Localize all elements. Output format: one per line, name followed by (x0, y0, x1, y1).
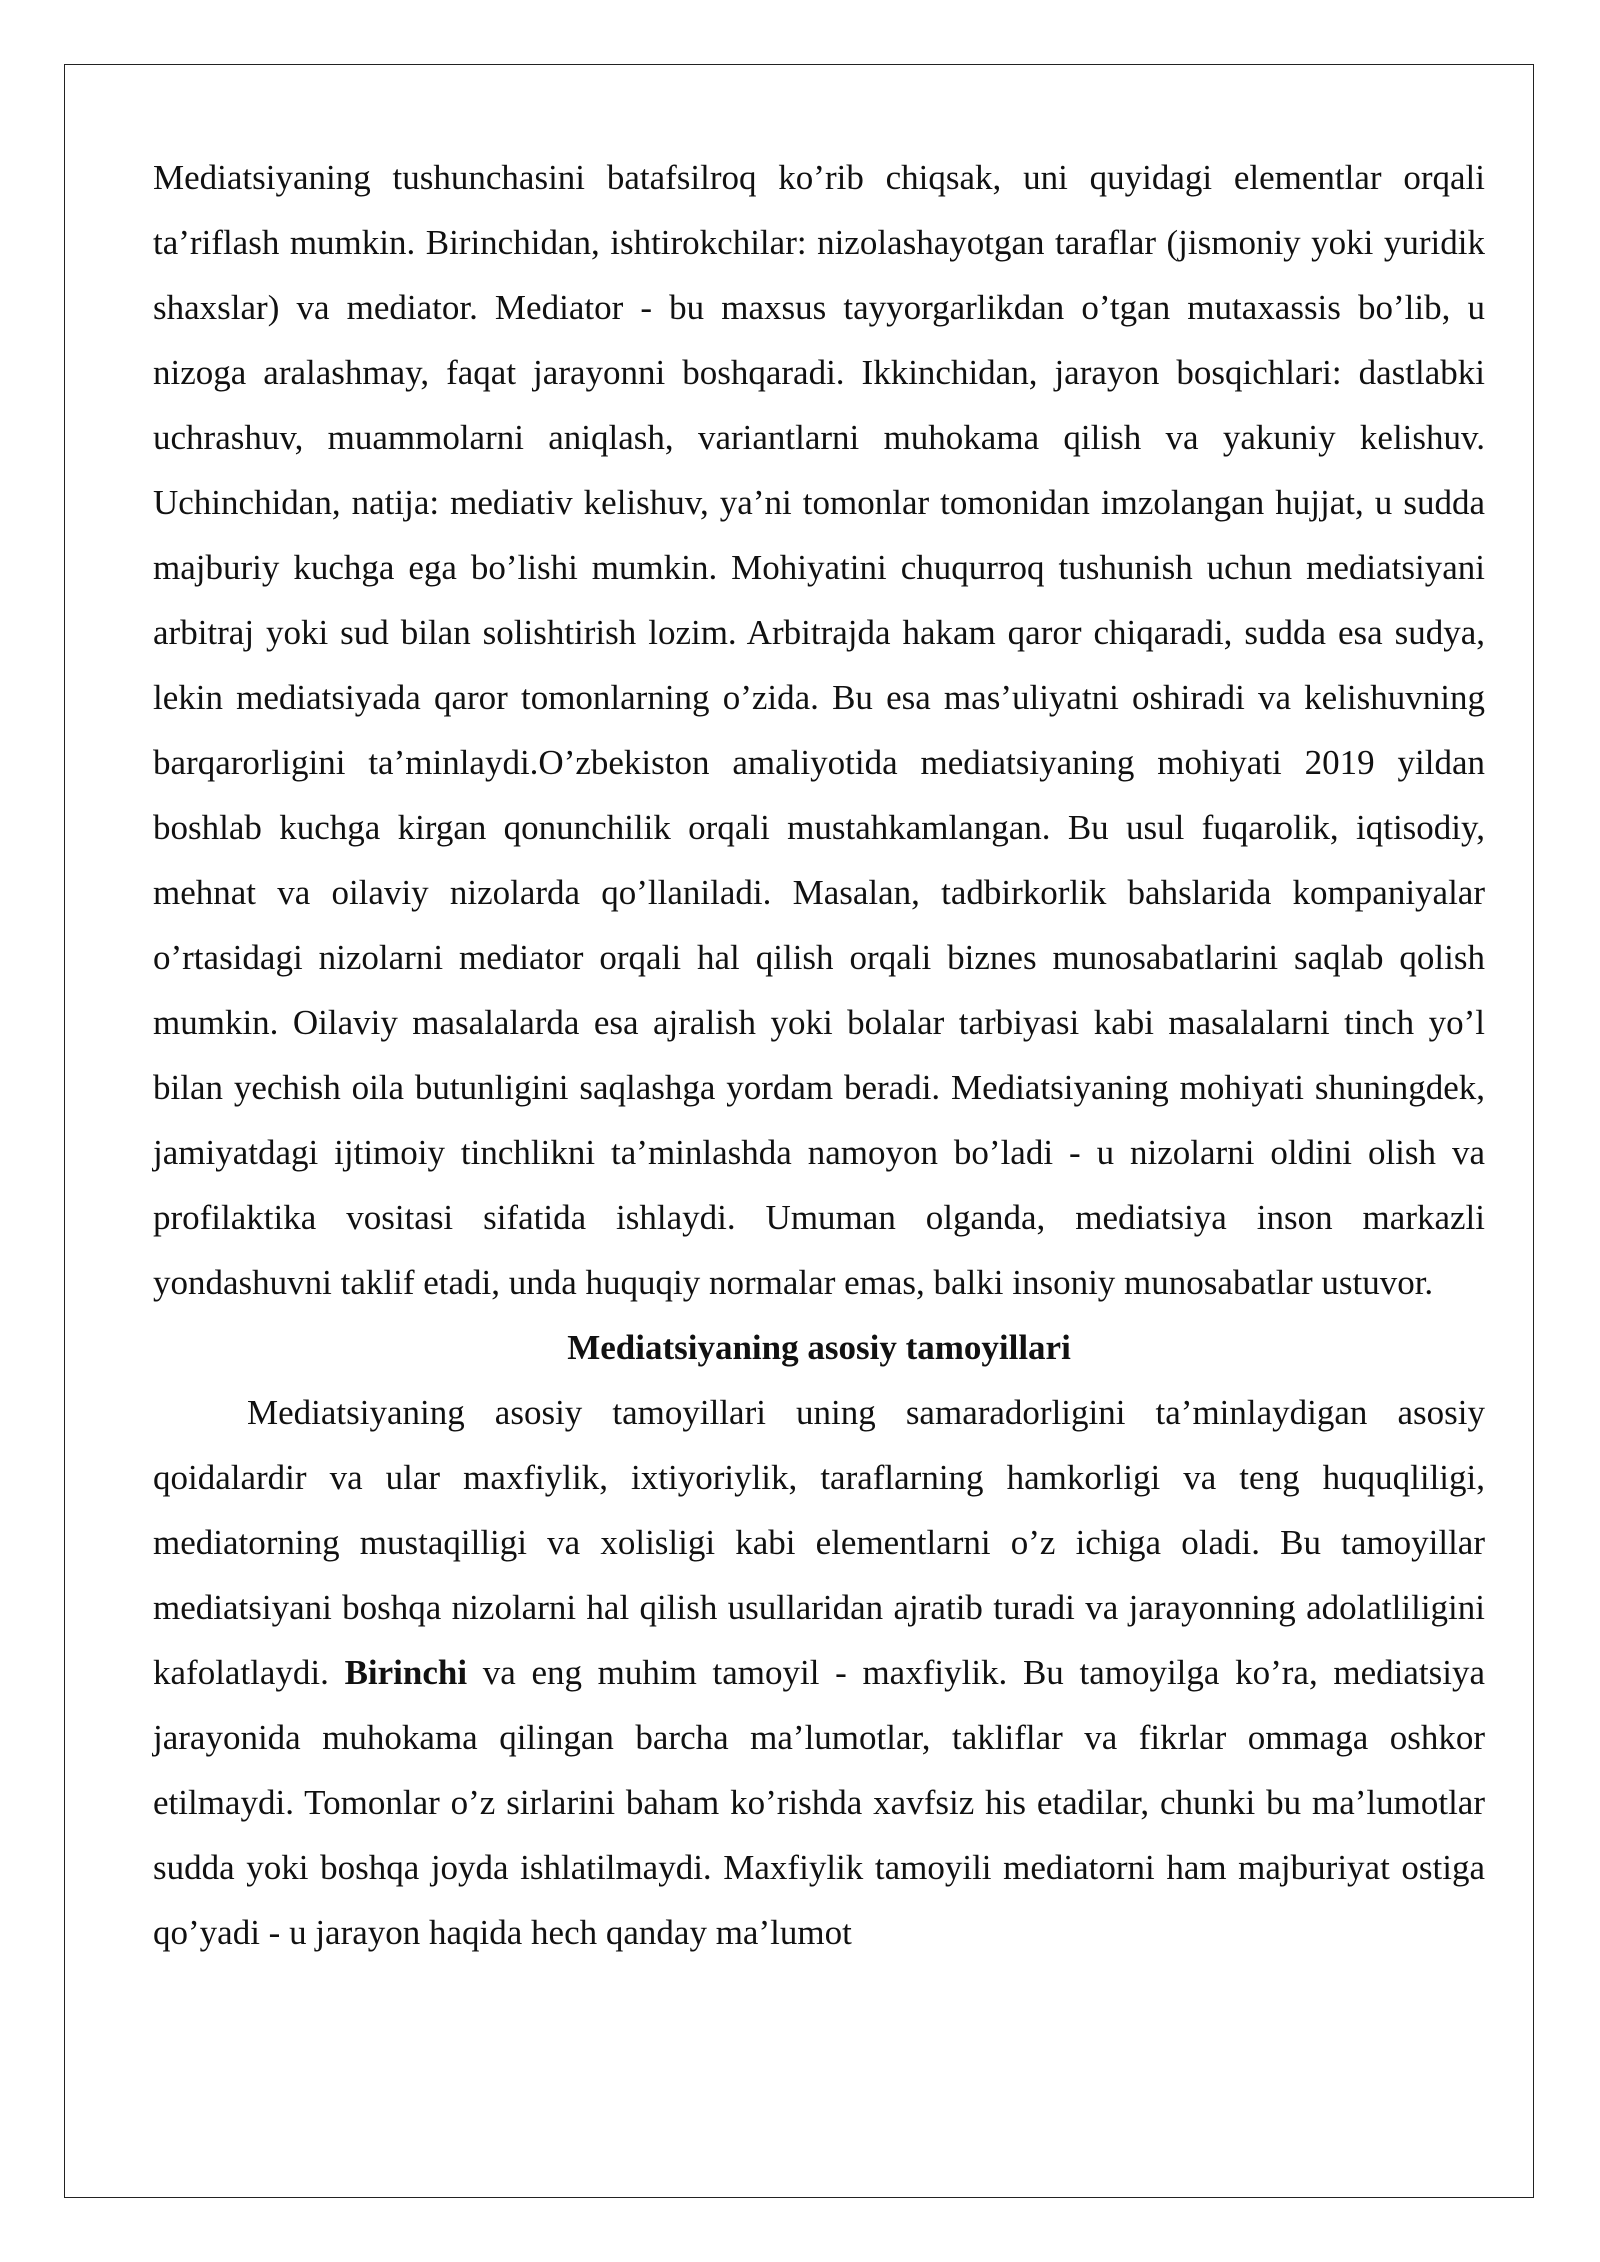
section-heading: Mediatsiyaning asosiy tamoyillari (567, 1328, 1071, 1367)
document-body (153, 145, 1485, 1965)
body-paragraph-principles (153, 1380, 1485, 1965)
paragraph-text-part: va eng muhim tamoyil - maxfiylik. Bu tamoyilga ko’ra, mediatsiya jarayonida muhokama qilingan barcha ma’lumotlar, takliflar va fikrlar ommaga oshkor etilmaydi. Tomonlar o’z sirlarini baham ko’rishda xavfsiz his etadilar, chunki bu ma’lumotlar sudda yoki boshqa joyda ishlatilmaydi. Maxfiylik tamoyili mediatorni ham majburiyat ostiga qo’yadi - u jarayon haqida hech qanday ma’lumot (153, 1653, 1485, 1952)
body-paragraph-concept: Mediatsiyaning tushunchasini batafsilroq ko’rib chiqsak, uni quyidagi elementlar orqali ta’riflash mumkin. Birinchidan, ishtirokchilar: nizolashayotgan taraflar (jismoniy yoki yuridik shaxslar) va mediator. Mediator - bu maxsus tayyorgarlikdan o’tgan mutaxassis bo’lib, u nizoga aralashmay, faqat jarayonni boshqaradi. Ikkinchidan, jarayon bosqichlari: dastlabki uchrashuv, muammolarni aniqlash, variantlarni muhokama qilish va yakuniy kelishuv. Uchinchidan, natija: mediativ kelishuv, ya’ni tomonlar tomonidan imzolangan hujjat, u sudda majburiy kuchga ega bo’lishi mumkin. Mohiyatini chuqurroq tushunish uchun mediatsiyani arbitraj yoki sud bilan solishtirish lozim. Arbitrajda hakam qaror chiqaradi, sudda esa sudya, lekin mediatsiyada qaror tomonlarning o’zida. Bu esa mas’uliyatni oshiradi va kelishuvning barqarorligini ta’minlaydi.O’zbekiston amaliyotida mediatsiyaning mohiyati 2019 yildan boshlab kuchga kirgan qonunchilik orqali mustahkamlangan. Bu usul fuqarolik, iqtisodiy, mehnat va oilaviy nizolarda qo’llaniladi. Masalan, tadbirkorlik bahslarida kompaniyalar o’rtasidagi nizolarni mediator orqali hal qilish orqali biznes munosabatlarini saqlab qolish mumkin. Oilaviy masalalarda esa ajralish yoki bolalar tarbiyasi kabi masalalarni tinch yo’l bilan yechish oila butunligini saqlashga yordam beradi. Mediatsiyaning mohiyati shuningdek, jamiyatdagi ijtimoiy tinchlikni ta’minlashda namoyon bo’ladi - u nizolarni oldini olish va profilaktika vositasi sifatida ishlaydi. Umuman olganda, mediatsiya inson markazli yondashuvni taklif etadi, unda huquqiy normalar emas, balki insoniy munosabatlar ustuvor. (153, 158, 1485, 1302)
paragraph-text-part: Mediatsiyaning asosiy tamoyillari uning samaradorligini ta’minlaydigan asosiy qoidalardir va ular maxfiylik, ixtiyoriylik, taraflarning hamkorligi va teng huquqliligi, mediatorning mustaqilligi va xolisligi kabi elementlarni o’z ichiga oladi. Bu tamoyillar mediatsiyani boshqa nizolarni hal qilish usullaridan ajratib turadi va jarayonning adolatliligini kafolatlaydi. (153, 1393, 1485, 1692)
bold-emphasis: Birinchi (344, 1653, 468, 1692)
